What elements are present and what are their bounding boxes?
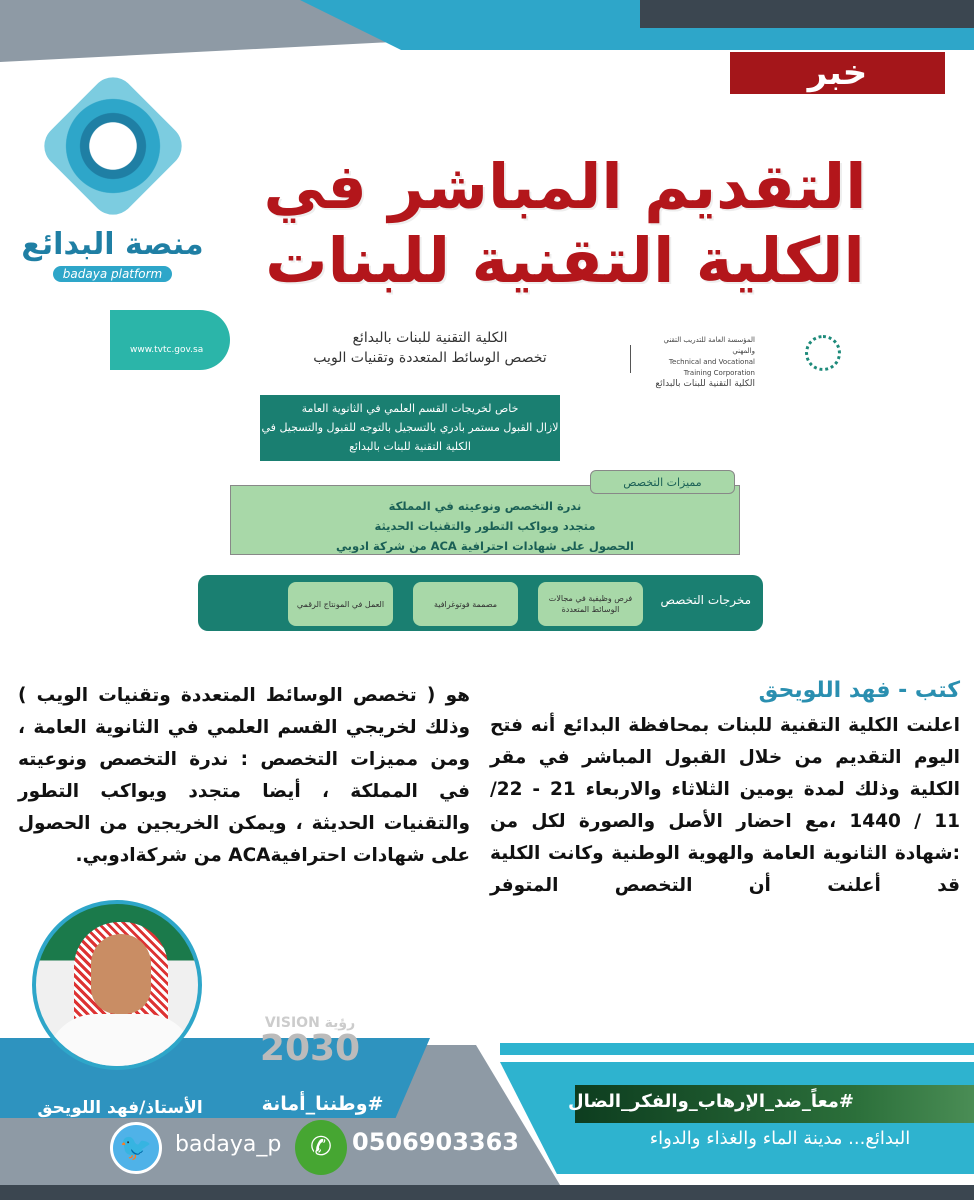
org-name	[645, 335, 755, 390]
org-college: الكلية التقنية للبنات بالبدائع	[655, 379, 755, 389]
byline: كتب - فهد اللويحق	[758, 678, 960, 703]
divider	[630, 345, 631, 373]
flag-banner	[568, 1085, 974, 1123]
features-label: مميزات التخصص	[590, 470, 735, 494]
hashtag-anti-terror: #معاً_ضد_الإرهاب_والفكر_الضال	[568, 1091, 854, 1112]
bottom-band-dark	[0, 1185, 974, 1200]
flyer-college: الكلية التقنية للبنات بالبدائع	[352, 330, 508, 346]
hashtag-homeland: #وطننا_أمانة	[261, 1093, 384, 1115]
bottom-band-stripe	[500, 1043, 974, 1055]
whatsapp-icon[interactable]: ✆	[295, 1120, 347, 1175]
twitter-icon[interactable]: 🐦	[110, 1122, 162, 1174]
feature-item: متجدد ويواكب التطور والتقنيات الحديثة	[374, 519, 596, 533]
city-tagline: البدائع... مدينة الماء والغذاء والدواء	[649, 1128, 911, 1149]
top-band-dark	[640, 0, 974, 28]
article-column-right: اعلنت الكلية التقنية للبنات بمحافظة البدائع أنه فتح اليوم التقديم من خلال القبول المباشر في مقر الكلية وذلك لمدة يومين الثلاثاء والاربعاء 21 - 22/ 11 / 1440 ،مع احضار الأصل والصورة لكل من :شهادة الثانوية العامة والهوية الوطنية وكانت الكلية قد أعلنت أن التخصص المتوفر	[490, 715, 961, 896]
outcome-item: فرص وظيفية في مجالات الوسائط المتعددة	[538, 582, 643, 626]
flyer-major: تخصص الوسائط المتعددة وتقنيات الويب	[313, 350, 547, 366]
vision-2030-logo	[240, 1015, 380, 1067]
platform-logo	[20, 68, 205, 281]
headline-line: التقديم المباشر في	[263, 150, 867, 223]
vision-label: VISION رؤية	[264, 1015, 356, 1031]
notice-line: خاص لخريجات القسم العلمي في الثانوية العامة	[301, 402, 519, 415]
org-en: Technical and Vocational Training Corporation	[668, 358, 755, 377]
vision-year: 2030	[259, 1028, 361, 1069]
outcome-item: مصممة فوتوغرافية	[413, 582, 518, 626]
org-ar: المؤسسة العامة للتدريب التقني والمهني	[663, 336, 755, 355]
headline-line: الكلية التقنية للبنات	[265, 224, 865, 297]
logo-text-ar: منصة البدائع	[21, 227, 204, 262]
news-badge: خبر	[730, 52, 945, 94]
outcome-item: العمل في المونتاج الرقمي	[288, 582, 393, 626]
phone-number[interactable]: 0506903363	[352, 1128, 519, 1156]
author-name: الأستاذ/فهد اللويحق	[37, 1098, 203, 1118]
features-box	[230, 485, 740, 555]
article-column-left: هو ( تخصص الوسائط المتعددة وتقنيات الويب ) وذلك لخريجي القسم العلمي في الثانوية العامة ، ومن مميزات التخصص : ندرة التخصص ونوعيته في المملكة ، أيضا متجدد ويواكب التطور والتقنيات الحديثة ، ويمكن الخريجين من الحصول على شهادات احترافيةACA من شركةادوبي.	[18, 685, 470, 866]
outcomes-bar	[198, 575, 763, 631]
feature-item: الحصول على شهادات احترافية ACA من شركة ادوبي	[336, 539, 634, 553]
website-tab: www.tvtc.gov.sa	[110, 310, 230, 370]
author-photo	[32, 900, 202, 1070]
notice-line: لازال القبول مستمر بادري بالتسجيل بالتوجه للقبول والتسجيل في	[261, 421, 559, 434]
logo-text-en: badaya platform	[53, 266, 172, 282]
tvtc-logo-icon	[805, 335, 841, 371]
headline	[180, 150, 950, 298]
logo-icon	[35, 68, 191, 224]
feature-item: ندرة التخصص ونوعيته في المملكة	[388, 499, 582, 513]
notice-box	[260, 395, 560, 461]
college-flyer	[110, 310, 770, 640]
flyer-heading	[280, 328, 580, 368]
notice-line: الكلية التقنية للبنات بالبدائع	[349, 440, 471, 453]
twitter-handle[interactable]: badaya_p	[175, 1132, 282, 1157]
outcomes-label: مخرجات التخصص	[660, 593, 751, 607]
